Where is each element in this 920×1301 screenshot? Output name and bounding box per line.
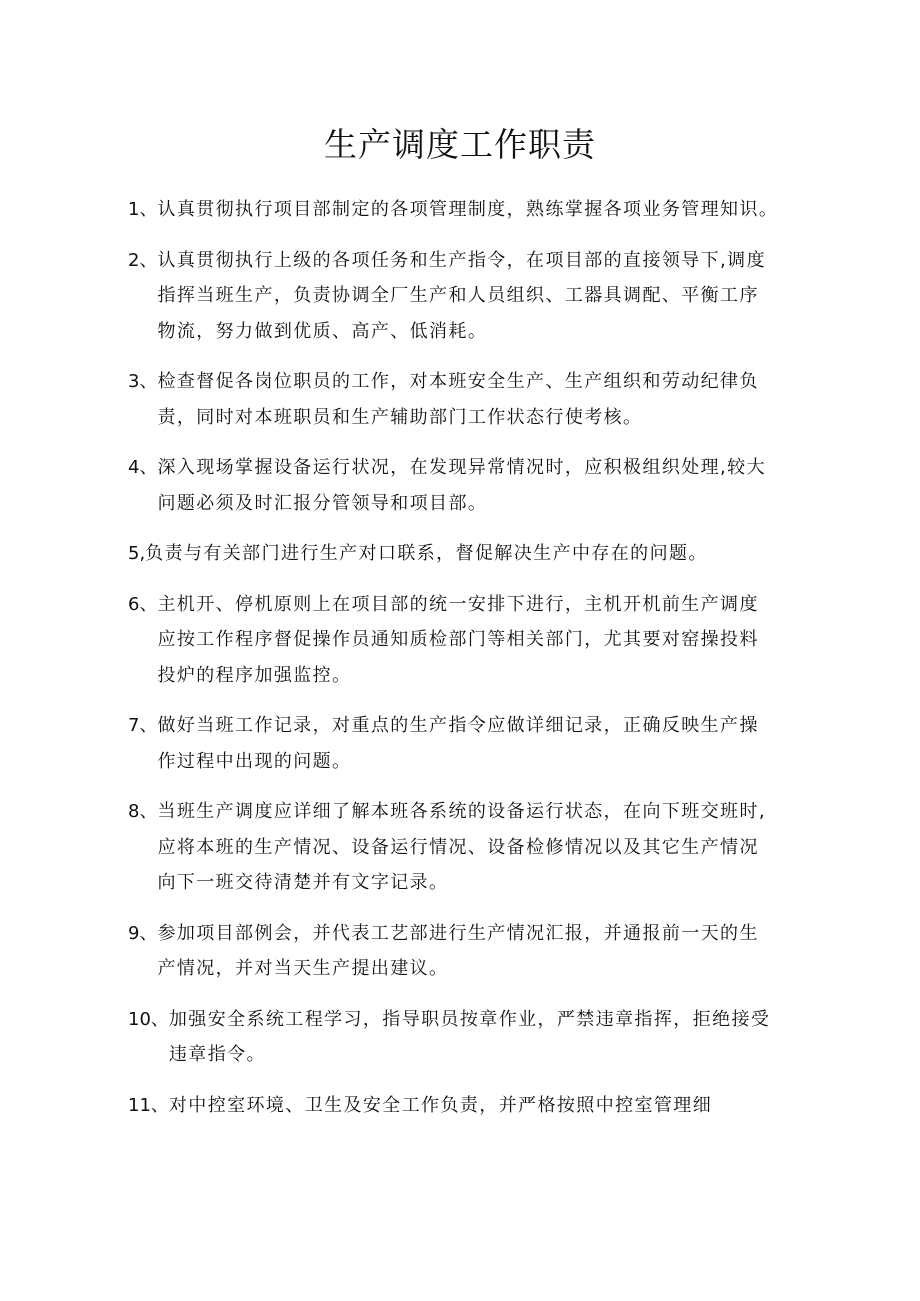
duty-list bbox=[128, 192, 808, 1138]
item-text: 主机开、停机原则上在项目部的统一安排下进行，主机开机前生产调度 应按工作程序督促操作员通知质检部门等相关部门，尤其要对窑操投料 投炉的程序加强监控。 bbox=[157, 593, 759, 686]
item-text: 认真贯彻执行上级的各项任务和生产指令，在项目部的直接领导下,调度 指挥当班生产，负责协调全厂生产和人员组织、工器具调配、平衡工序 物流，努力做到优质、高产、低消耗。 bbox=[157, 249, 766, 342]
list-item bbox=[128, 587, 808, 694]
item-text: 检查督促各岗位职员的工作，对本班安全生产、生产组织和劳动纪律负 责，同时对本班职员和生产辅助部门工作状态行使考核。 bbox=[157, 371, 759, 428]
list-item bbox=[128, 794, 808, 901]
item-number: 3、 bbox=[128, 371, 158, 392]
list-item bbox=[128, 1088, 808, 1124]
list-item bbox=[128, 708, 808, 779]
list-item bbox=[128, 916, 808, 987]
item-number: 4、 bbox=[128, 457, 158, 478]
item-number: 6、 bbox=[128, 593, 158, 615]
item-number: 8、 bbox=[128, 801, 158, 822]
item-text: 加强安全系统工程学习，指导职员按章作业，严禁违章指挥，拒绝接受 违章指令。 bbox=[168, 1008, 771, 1065]
item-number: 11、 bbox=[128, 1094, 169, 1116]
item-text: 当班生产调度应详细了解本班各系统的设备运行状态，在向下班交班时, 应将本班的生产情况、设备运行情况、设备检修情况以及其它生产情况 向下一班交待清楚并有文字记录。 bbox=[157, 801, 766, 893]
item-text: 参加项目部例会，并代表工艺部进行生产情况汇报，并通报前一天的生 产情况，并对当天生产提出建议。 bbox=[157, 922, 759, 979]
item-number: 9、 bbox=[128, 922, 158, 944]
list-item bbox=[128, 536, 808, 572]
item-number: 7、 bbox=[128, 715, 158, 736]
item-text: 认真贯彻执行项目部制定的各项管理制度，熟练掌握各项业务管理知识。 bbox=[157, 199, 779, 220]
item-text: 负责与有关部门进行生产对口联系，督促解决生产中存在的问题。 bbox=[145, 543, 708, 564]
item-number: 10、 bbox=[128, 1008, 169, 1030]
list-item bbox=[128, 192, 808, 228]
item-text: 对中控室环境、卫生及安全工作负责，并严格按照中控室管理细 bbox=[168, 1094, 713, 1116]
list-item bbox=[128, 1002, 808, 1073]
list-item bbox=[128, 243, 808, 350]
list-item bbox=[128, 450, 808, 521]
document-title: 生产调度工作职责 bbox=[324, 125, 596, 164]
item-number: 5, bbox=[128, 543, 146, 564]
item-text: 做好当班工作记录，对重点的生产指令应做详细记录，正确反映生产操 作过程中出现的问题。 bbox=[157, 715, 759, 772]
item-number: 2、 bbox=[128, 249, 158, 271]
list-item bbox=[128, 364, 808, 435]
item-text: 深入现场掌握设备运行状况，在发现异常情况时，应积极组织处理,较大 问题必须及时汇报分管领导和项目部。 bbox=[157, 457, 766, 514]
item-number: 1、 bbox=[128, 199, 158, 220]
